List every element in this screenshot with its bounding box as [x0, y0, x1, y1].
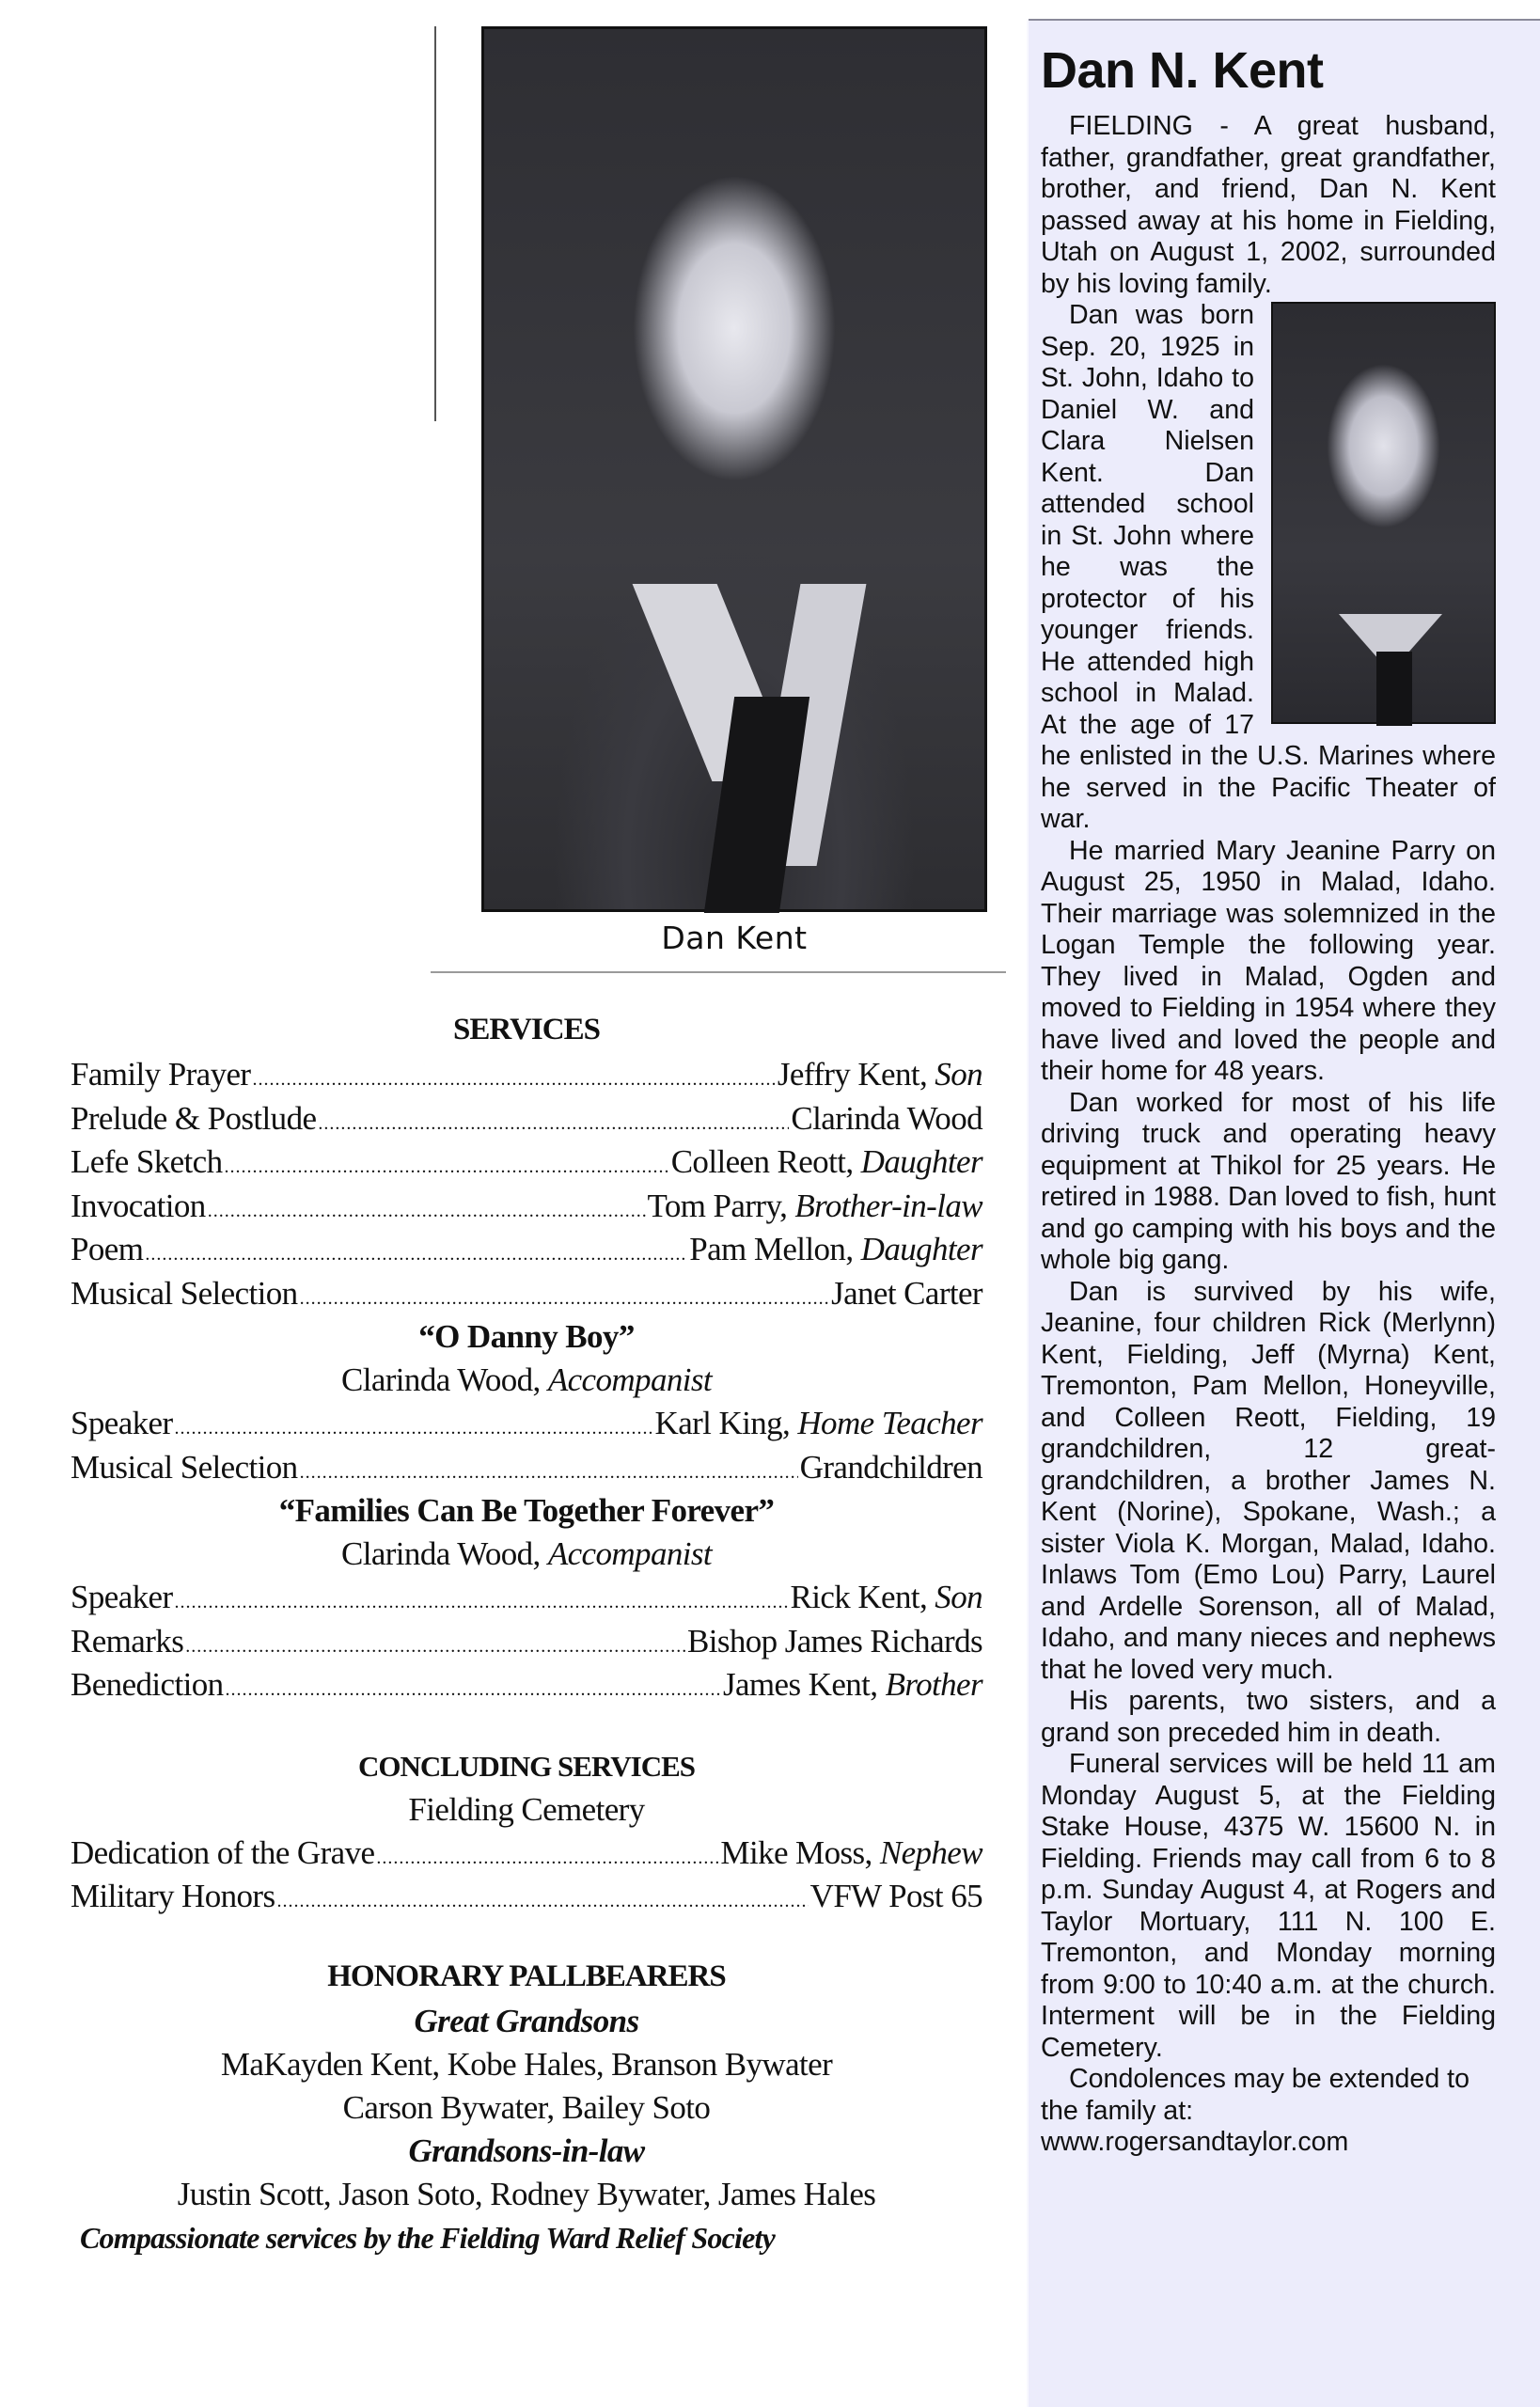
participant-role: Daughter	[860, 1143, 982, 1180]
dot-leader	[277, 1880, 809, 1924]
portrait-photo-large	[481, 26, 987, 912]
service-participant: James Kent, Brother	[722, 1666, 982, 1703]
portrait-photo-small	[1271, 302, 1496, 724]
participant-role: Daughter	[860, 1231, 982, 1267]
dot-leader	[145, 1233, 687, 1277]
service-row	[71, 1620, 982, 1664]
service-label: Remarks	[71, 1622, 184, 1660]
participant-role: Brother	[885, 1666, 982, 1703]
participant-role: Brother-in-law	[794, 1187, 982, 1224]
accompanist-line: Clarinda Wood, Accompanist	[340, 1535, 713, 1572]
service-participant: Rick Kent, Son	[790, 1579, 982, 1615]
pallbearers-heading: HONORARY PALLBEARERS	[327, 1959, 726, 1993]
service-participant: Bishop James Richards	[686, 1622, 982, 1660]
obituary-title: Dan N. Kent	[1041, 42, 1324, 99]
concluding-row	[71, 1832, 982, 1876]
service-row	[71, 1576, 982, 1620]
accompanist-line: Clarinda Wood, Accompanist	[340, 1361, 713, 1398]
service-label: Poem	[71, 1231, 144, 1267]
service-label: Dedication of the Grave	[71, 1833, 375, 1871]
participant-role: Home Teacher	[797, 1405, 982, 1441]
song-title: “O Danny Boy”	[418, 1318, 635, 1355]
service-participant: VFW Post 65	[809, 1878, 982, 1914]
dot-leader	[252, 1058, 775, 1102]
dot-leader	[208, 1189, 646, 1234]
relief-society-note: Compassionate services by the Fielding Ward Relief Society	[80, 2220, 776, 2255]
service-label: Lefe Sketch	[71, 1143, 223, 1180]
dot-leader	[376, 1836, 718, 1880]
service-label: Prelude & Postlude	[71, 1099, 317, 1137]
dot-leader	[225, 1145, 669, 1189]
obituary-paragraph: Dan worked for most of his life driving truck and operating heavy equipment at Thikol for 25 years. He retired in 1988. Dan loved to fish, hunt and go camping with his boys and the whole big gang.	[1041, 1087, 1496, 1275]
obituary-article	[1041, 38, 1496, 2159]
obituary-paragraph: FIELDING - A great husband, father, grandfather, great grandfather, brother, and friend, Dan N. Kent passed away at his home in Fielding, Utah on August 1, 2002, surrounded by his loving family.	[1041, 111, 1496, 299]
obituary-paragraph: Condolences may be extended to the family at: www.rogersandtaylor.com	[1041, 2064, 1470, 2157]
service-label: Musical Selection	[71, 1274, 298, 1312]
participant-role: Son	[935, 1056, 982, 1093]
service-row	[71, 1053, 982, 1097]
dot-leader	[318, 1102, 789, 1146]
concluding-row	[71, 1875, 982, 1919]
pallbearer-group-title: Grandsons-in-law	[408, 2132, 645, 2169]
dot-leader	[226, 1668, 721, 1712]
pallbearer-names: MaKayden Kent, Kobe Hales, Branson Bywater	[220, 2045, 833, 2083]
pallbearer-names: Justin Scott, Jason Soto, Rodney Bywater, James Hales	[177, 2175, 876, 2212]
clipping-edge	[1027, 19, 1029, 2407]
service-label: Musical Selection	[71, 1448, 298, 1486]
service-participant: Clarinda Wood	[791, 1099, 982, 1137]
service-participant: Janet Carter	[831, 1274, 982, 1312]
service-row	[71, 1141, 982, 1185]
funeral-program	[71, 1006, 982, 2259]
service-label: Speaker	[71, 1579, 173, 1615]
dot-leader	[175, 1581, 789, 1625]
service-row	[71, 1272, 982, 1316]
participant-role: Accompanist	[547, 1361, 713, 1398]
photo-caption: Dan Kent	[661, 920, 808, 956]
obituary-paragraph: He married Mary Jeanine Parry on August 25, 1950 in Malad, Idaho. Their marriage was solemnized in the Logan Temple the following year. They lived in Malad, Ogden and moved to Fielding in 1954 where they have lived and loved the people and their home for 48 years.	[1041, 835, 1496, 1086]
obituary-paragraph: Dan was born Sep. 20, 1925 in St. John, Idaho to Daniel W. and Clara Nielsen Kent. Dan attended school in St. John where he was the protector of his younger friends. He attended high school in Malad. At the age of 17 he enlisted in the U.S. Marines where he served in the Pacific Theater of war.	[1041, 300, 1496, 834]
service-participant: Tom Parry, Brother-in-law	[647, 1187, 982, 1224]
service-label: Family Prayer	[71, 1056, 251, 1093]
service-row	[71, 1402, 982, 1446]
song-title: “Families Can Be Together Forever”	[278, 1492, 775, 1529]
pallbearer-group-title: Great Grandsons	[414, 2002, 639, 2039]
dot-leader	[185, 1625, 685, 1669]
service-participant: Pam Mellon, Daughter	[689, 1231, 982, 1267]
service-label: Invocation	[71, 1187, 206, 1224]
service-participant: Colleen Reott, Daughter	[670, 1143, 982, 1180]
service-participant: Karl King, Home Teacher	[654, 1405, 982, 1441]
obituary-paragraph: Funeral services will be held 11 am Monday August 5, at the Fielding Stake House, 4375 W. 15600 N. in Fielding. Friends may call from 6 to 8 p.m. Sunday August 4, at Rogers and Taylor Mortuary, 111 N. 100 E. Tremonton, and Monday morning from 9:00 to 10:40 a.m. at the church. Interment will be in the Fielding Cemetery.	[1041, 1749, 1496, 2063]
photo-necktie	[1376, 652, 1412, 726]
obituary-paragraph: Dan is survived by his wife, Jeanine, four children Rick (Merlynn) Kent, Fielding, Jeff (Myrna) Kent, Tremonton, Pam Mellon, Honeyville, and Colleen Reott, Fielding, 19 grandchildren, 12 great-grandchildren, a brother James N. Kent (Norine), Spokane, Wash.; a sister Viola K. Morgan, Malad, Idaho. Inlaws Tom (Emo Lou) Parry, Laurel and Ardelle Sorenson, all of Malad, Idaho, and many nieces and nephews that he loved very much.	[1041, 1276, 1496, 1685]
column-divider	[434, 26, 436, 421]
participant-role: Son	[935, 1579, 982, 1615]
service-label: Speaker	[71, 1405, 173, 1441]
service-label: Military Honors	[71, 1878, 275, 1914]
services-list	[71, 1053, 982, 1707]
horizontal-divider	[431, 971, 1006, 973]
participant-role: Accompanist	[547, 1535, 713, 1572]
service-row	[71, 1097, 982, 1141]
dot-leader	[300, 1277, 830, 1321]
obituary-paragraph: His parents, two sisters, and a grand son preceded him in death.	[1041, 1686, 1496, 1748]
dot-leader	[175, 1407, 653, 1451]
services-heading: SERVICES	[453, 1013, 600, 1046]
pallbearer-names: Carson Bywater, Bailey Soto	[342, 2088, 711, 2126]
service-row	[71, 1228, 982, 1272]
obituary-body	[1041, 111, 1496, 2159]
service-row	[71, 1663, 982, 1707]
service-participant: Mike Moss, Nephew	[720, 1833, 982, 1871]
cemetery-location: Fielding Cemetery	[408, 1790, 645, 1828]
service-row	[71, 1185, 982, 1229]
service-participant: Jeffry Kent, Son	[777, 1056, 982, 1093]
service-participant: Grandchildren	[799, 1448, 982, 1486]
concluding-services-heading: CONCLUDING SERVICES	[357, 1749, 695, 1783]
dot-leader	[300, 1451, 798, 1495]
service-row	[71, 1446, 982, 1490]
service-label: Benediction	[71, 1666, 224, 1703]
clipping-top-rule	[1029, 19, 1540, 21]
participant-role: Nephew	[879, 1833, 982, 1871]
